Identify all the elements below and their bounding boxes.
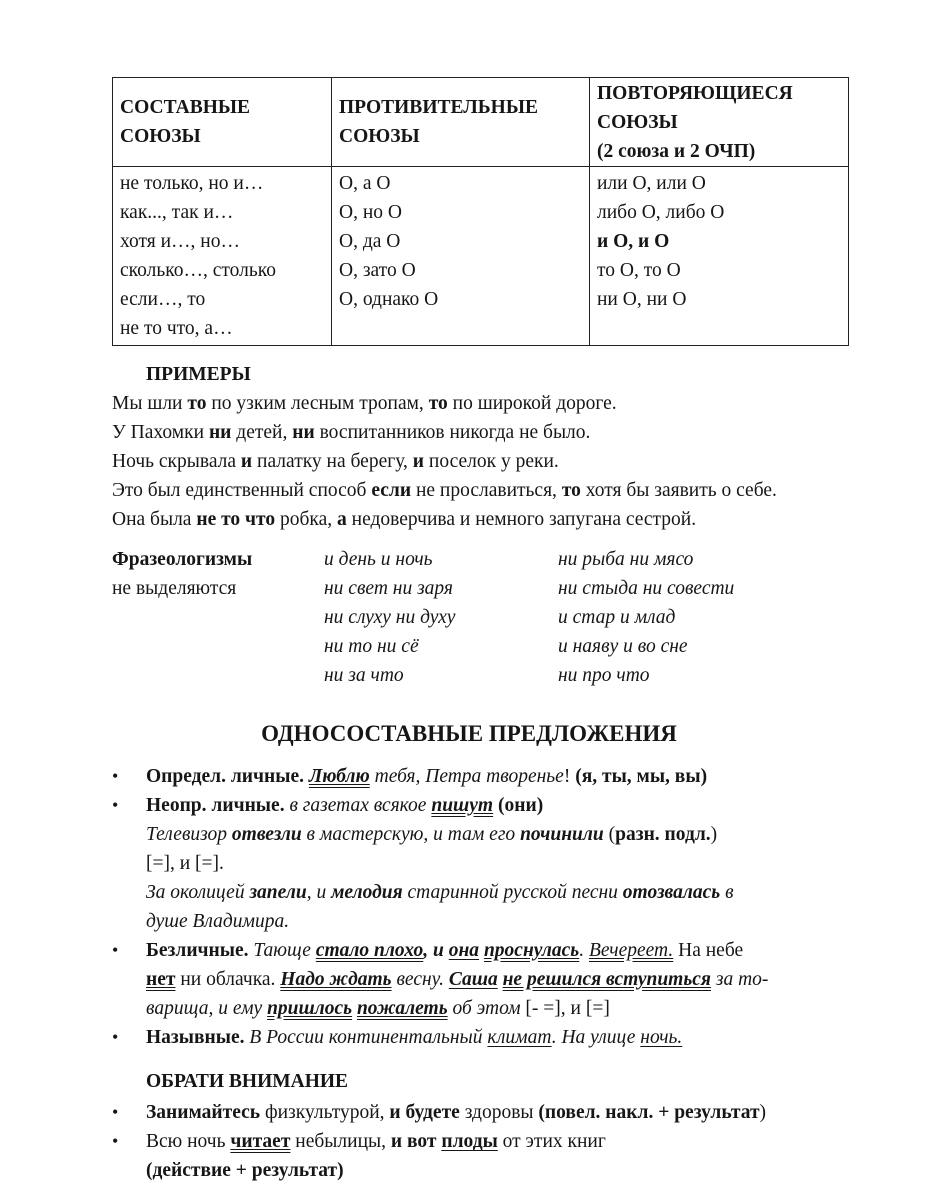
list-item: ни слуху ни духу: [324, 607, 456, 628]
list-item: и О, и О: [597, 231, 670, 252]
list-item: и день и ночь: [324, 549, 433, 570]
cell-adversative: [332, 167, 590, 346]
example-sentence: Это был единственный способ если не прославиться, то хотя бы заявить о себе.: [112, 480, 777, 501]
list-item: ни за что: [324, 665, 404, 686]
list-item: • Неопр. личные. в газетах всякое пишут (они) Телевизор отвезли в мастерскую, и там его починили (разн. подл.) [=], и [=]. За околицей запели, и мелодия старинной русской песни отозвалась в душе Владимира.: [112, 791, 852, 936]
examples-heading: ПРИМЕРЫ: [146, 364, 251, 385]
table-header-row: [113, 78, 849, 167]
list-item: ни рыба ни мясо: [558, 549, 694, 570]
list-item: и стар и млад: [558, 607, 676, 628]
phraseologisms-column-1: [324, 545, 554, 690]
list-item: • Определ. личные. Люблю тебя, Петра творенье! (я, ты, мы, вы): [112, 762, 852, 791]
list-item: О, зато О: [339, 260, 416, 281]
conjunctions-table: [112, 77, 849, 346]
list-item: или О, или О: [597, 173, 706, 194]
list-item: О, а О: [339, 173, 391, 194]
example-sentence: У Пахомки ни детей, ни воспитанников никогда не было.: [112, 422, 591, 443]
attention-heading: ОБРАТИ ВНИМАНИЕ: [146, 1071, 349, 1092]
section-title: ОДНОСОСТАВНЫЕ ПРЕДЛОЖЕНИЯ: [261, 721, 677, 746]
list-item: сколько…, столько: [120, 260, 277, 281]
list-item: не то что, а…: [120, 318, 233, 339]
list-item: как..., так и…: [120, 202, 234, 223]
list-item: хотя и…, но…: [120, 231, 240, 252]
phraseologisms-label: Фразеологизмы не выделяются: [112, 549, 253, 599]
list-item: либо О, либо О: [597, 202, 725, 223]
list-item: ни про что: [558, 665, 650, 686]
list-item: О, однако О: [339, 289, 439, 310]
examples-block: [112, 360, 872, 534]
phraseologisms-column-2: [558, 545, 838, 690]
one-part-sentences-list: [112, 762, 852, 1052]
example-sentence: Она была не то что робка, а недоверчива и немного запугана сестрой.: [112, 509, 697, 530]
list-item: О, да О: [339, 231, 401, 252]
list-item: ни О, ни О: [597, 289, 687, 310]
header-adversative: ПРОТИВИТЕЛЬНЫЕ СОЮЗЫ: [332, 78, 590, 167]
cell-compound: [113, 167, 332, 346]
cell-repeating: [590, 167, 849, 346]
list-item: ни стыда ни совести: [558, 578, 735, 599]
list-item: не только, но и…: [120, 173, 264, 194]
header-repeating: ПОВТОРЯЮЩИЕСЯ СОЮЗЫ (2 союза и 2 ОЧП): [590, 78, 849, 167]
attention-list: [112, 1098, 852, 1185]
header-compound: СОСТАВНЫЕ СОЮЗЫ: [113, 78, 332, 167]
table-body-row: [113, 167, 849, 346]
list-item: • Занимайтесь физкультурой, и будете здоровы (повел. накл. + результат): [112, 1098, 852, 1127]
list-item: • Назывные. В России континентальный климат. На улице ночь.: [112, 1023, 852, 1052]
example-sentence: Ночь скрывала и палатку на берегу, и поселок у реки.: [112, 451, 559, 472]
list-item: ни свет ни заря: [324, 578, 453, 599]
list-item: то О, то О: [597, 260, 681, 281]
list-item: О, но О: [339, 202, 402, 223]
list-item: • Безличные. Тающе стало плохо, и она проснулась. Вечереет. На небе нет ни облачка. Надо ждать весну. Саша не решился вступиться за то- варища, и ему пришлось пожалеть об этом [- =], и [=]: [112, 936, 852, 1023]
list-item: • Всю ночь читает небылицы, и вот плоды от этих книг (действие + результат): [112, 1127, 852, 1185]
example-sentence: Мы шли то по узким лесным тропам, то по широкой дороге.: [112, 393, 617, 414]
list-item: ни то ни сё: [324, 636, 419, 657]
list-item: если…, то: [120, 289, 206, 310]
list-item: и наяву и во сне: [558, 636, 688, 657]
